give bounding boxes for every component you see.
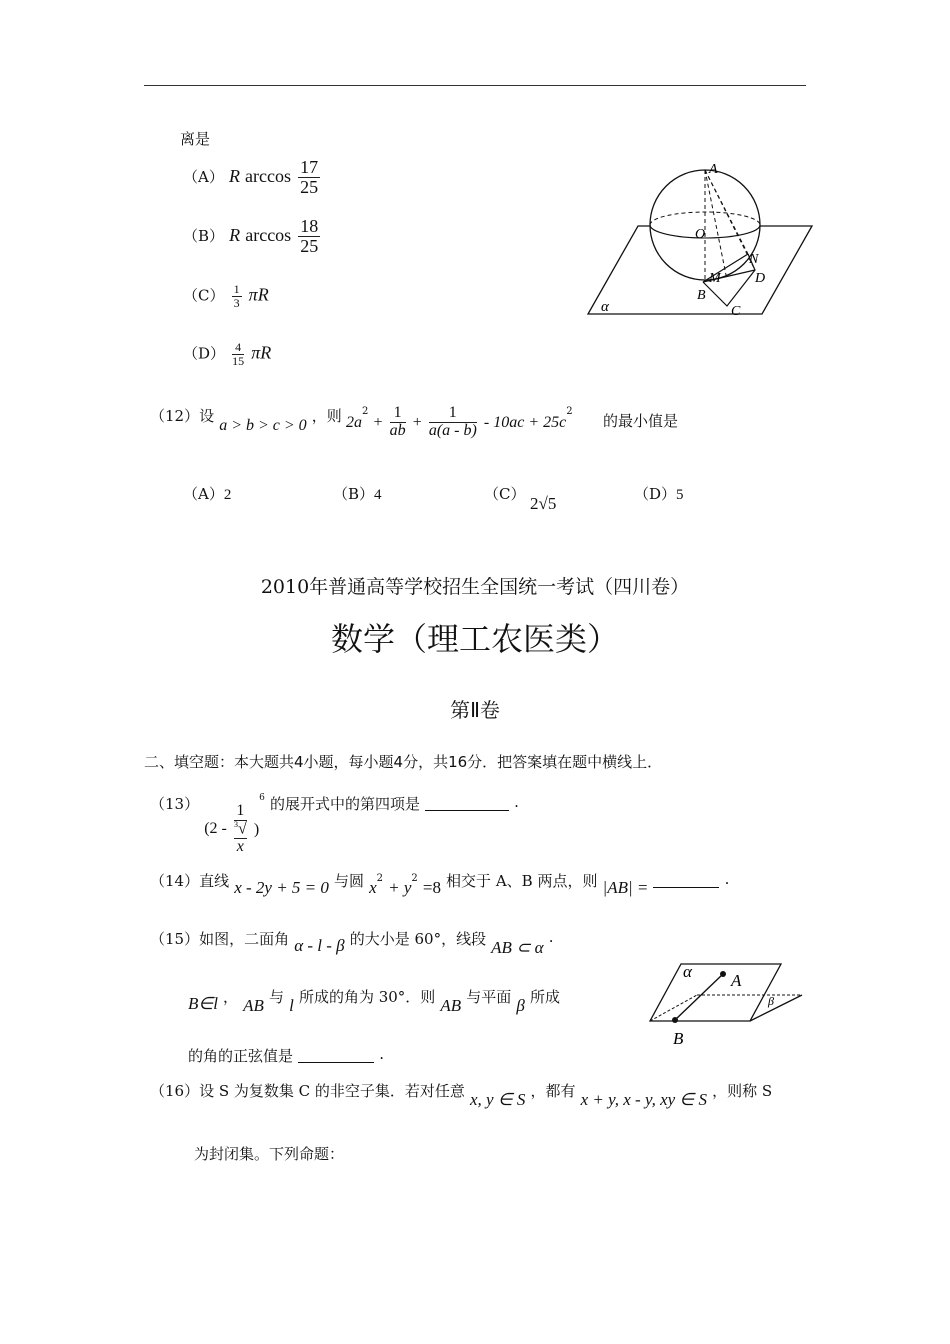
q12-option-a: （A）2 xyxy=(183,485,232,503)
answer-blank[interactable] xyxy=(298,1061,374,1063)
label-alpha: α xyxy=(683,962,692,981)
section-heading: 二、填空题：本大题共4小题，每小题4分，共16分．把答案填在题中横线上． xyxy=(144,753,663,771)
label-B: B xyxy=(673,1029,684,1048)
q11-tail: 离是 xyxy=(180,130,211,148)
q12-question: 的最小值是 xyxy=(603,412,679,430)
q12-stem: （12）设 a > b > c > 0 ，则 xyxy=(150,407,342,434)
q15-line1: （15）如图，二面角 α - l - β 的大小是 60°，线段 AB ⊂ α . xyxy=(150,928,554,957)
label-M: M xyxy=(709,271,721,286)
q15-line2: B∈l ， AB 与 l 所成的角为 30°．则 AB 与平面 β 所成 xyxy=(188,988,560,1015)
label-A: A xyxy=(709,162,718,177)
exam-title: 2010年普通高等学校招生全国统一考试（四川卷） xyxy=(260,576,690,598)
q12-option-b: （B）4 xyxy=(333,485,382,503)
q11-option-d: （D） $\frac{4}{15}$ πR xyxy=(183,340,272,368)
label-O: O xyxy=(695,227,706,242)
q11-option-a: （A） R arccos $\frac{17}{25}$ xyxy=(183,157,319,197)
answer-blank[interactable] xyxy=(653,886,719,888)
q12-option-c-label: （C） xyxy=(484,485,526,503)
option-label: （C） xyxy=(183,286,225,305)
page-top-rule xyxy=(144,85,806,86)
volume-title: 第Ⅱ卷 xyxy=(450,698,500,722)
q11-option-b: （B） R arccos $\frac{18}{25}$ xyxy=(183,216,319,256)
dihedral-angle-figure xyxy=(645,960,807,1050)
q12-option-c-value: 2√5 xyxy=(530,494,557,513)
label-alpha: α xyxy=(601,299,609,315)
plane-alpha xyxy=(650,964,781,1021)
label-N: N xyxy=(749,252,759,267)
option-label: （A） xyxy=(183,167,224,186)
option-label: （D） xyxy=(183,344,226,363)
q13: （13） (2 - 1 $^3$√ x )$^6$ 的展开式中的第四项是 . xyxy=(150,793,519,855)
label-B: B xyxy=(697,288,706,303)
q11-option-c: （C） $\frac{1}{3}$ πR xyxy=(183,282,269,310)
option-label: （B） xyxy=(183,226,225,245)
q16-line1: （16）设 S 为复数集 C 的非空子集．若对任意 x, y ∈ S ，都有 x + y, x - y, xy ∈ S ，则称 S xyxy=(150,1082,773,1109)
subject-title: 数学（理工农医类） xyxy=(330,620,619,658)
answer-blank[interactable] xyxy=(425,809,509,811)
label-C: C xyxy=(731,304,741,319)
label-beta: β xyxy=(768,994,774,1008)
q14: （14）直线 x - 2y + 5 = 0 与圆 $x^2 + y^2 =8$ 相交于 A、B 两点，则 |AB| = . xyxy=(150,870,730,897)
q16-line2: 为封闭集。下列命题： xyxy=(194,1145,345,1163)
sphere-plane-figure xyxy=(585,160,817,320)
label-A: A xyxy=(731,971,742,990)
label-D: D xyxy=(755,271,766,286)
q15-line3: 的角的正弦值是 . xyxy=(188,1045,384,1065)
q12-expression: $2a^2$ + $\frac{1}{ab}$ + $\frac{1}{a(a - b)}$ - $10ac + 25c^2$ xyxy=(346,404,573,439)
q12-option-d: （D）5 xyxy=(634,485,684,503)
